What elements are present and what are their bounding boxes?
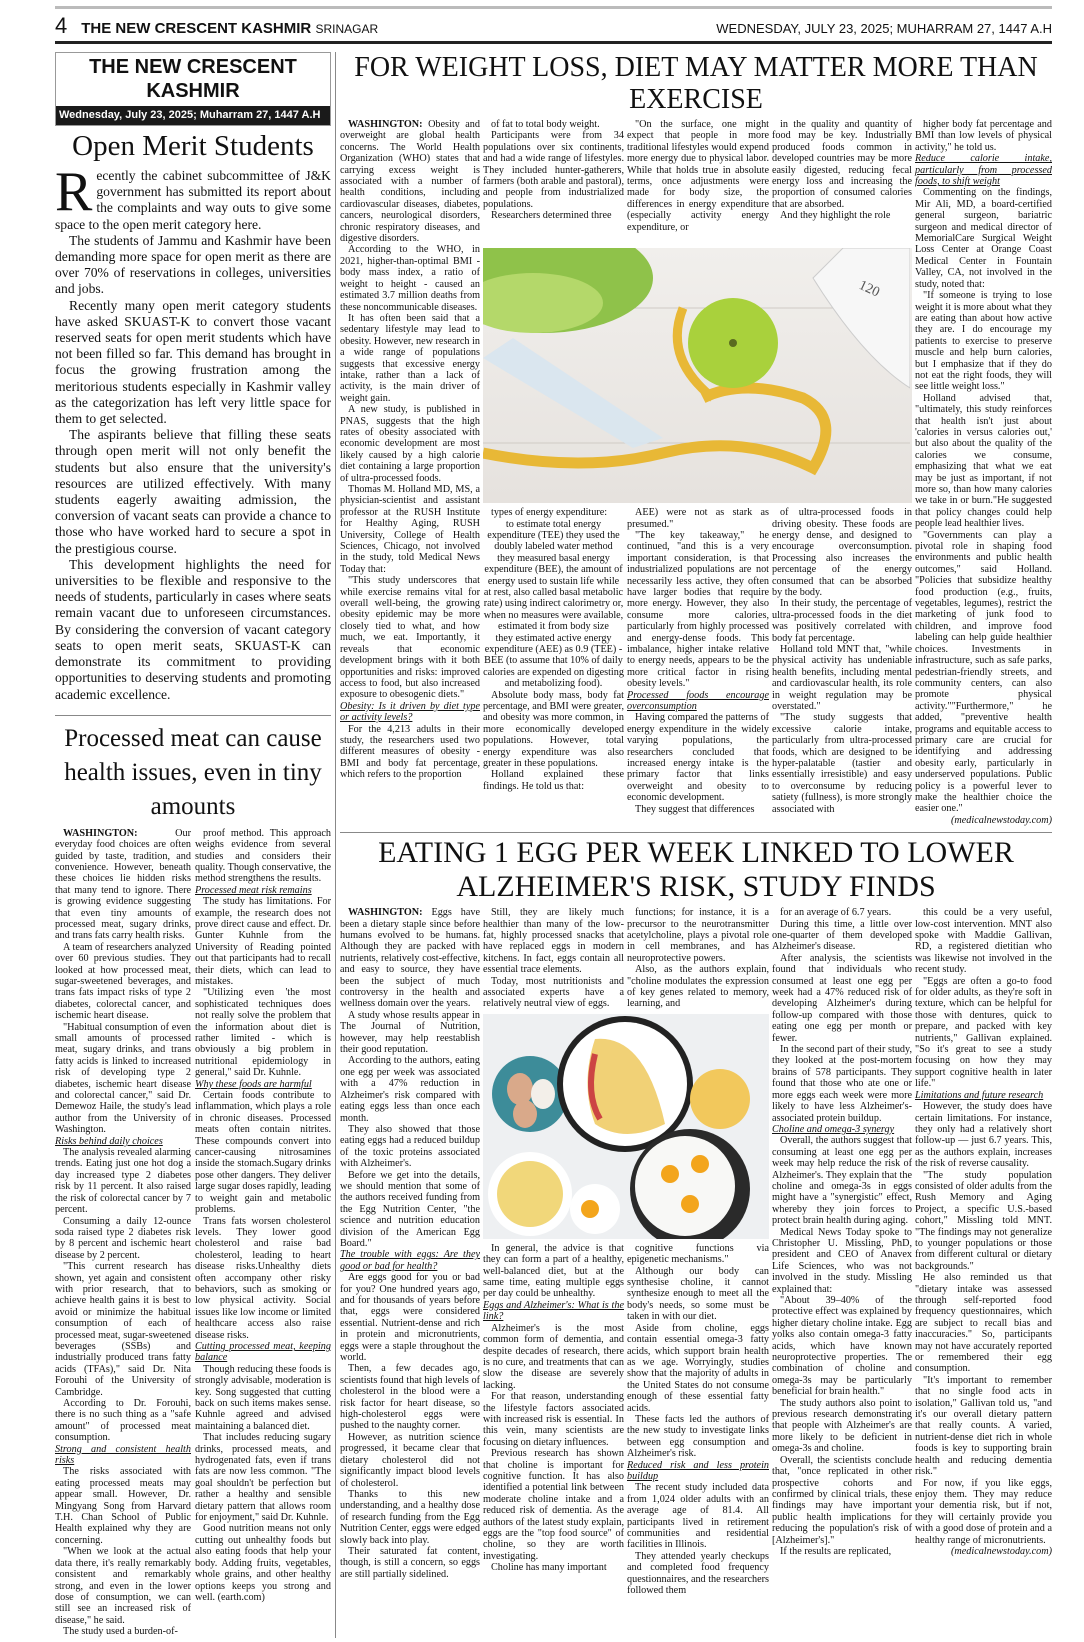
subheading — [915, 1090, 1052, 1101]
paragraph — [915, 1101, 1052, 1169]
paragraph — [483, 690, 624, 770]
paragraph — [55, 161, 331, 233]
paragraph-text: proof method. This approach weighs evidence from several studies and considers their quality. Though conservative, the method strengthens the results. — [195, 827, 331, 885]
paragraph — [627, 804, 769, 815]
subheading — [55, 1136, 191, 1147]
paragraph-text: A team of researchers analyzed over 60 previous studies. They looked at how processed meat, sugar-sweetened beverages, and trans fats impact risks of type 2 diabetes, colorectal cancer, and ischemic heart disease. — [55, 941, 191, 1022]
paragraph-text: "It's important to remember that no single food acts in isolation," Gallivan told us, "and it's our overall dietary pattern that really counts. A varied, nutrient-dense diet rich in whole foods is key to supporting brain health and reducing dementia risk." — [915, 1374, 1052, 1478]
paragraph — [340, 907, 480, 1010]
paragraph — [483, 1448, 624, 1562]
paragraph — [627, 964, 769, 1010]
paragraph — [195, 896, 331, 987]
measuring-tape — [483, 388, 826, 468]
paragraph-text: "The study population consisted of older adults from the Rush Memory and Aging Project, a specific U.S.-based cohort," Missling told MNT. "The findings may not generalize to younger populations or those from different cultural or dietary backgrounds." — [915, 1169, 1052, 1272]
paragraph — [55, 1546, 191, 1626]
paragraph — [772, 1546, 912, 1557]
paragraph — [195, 828, 331, 885]
paragraph — [772, 1227, 912, 1295]
paragraph — [55, 1022, 191, 1136]
paragraph — [483, 519, 624, 553]
article-column — [627, 1243, 769, 1597]
paragraph — [627, 1323, 769, 1414]
paragraph-text: Good nutrition means not only cutting out unhealthy foods but also eating foods that help your body. Adding fruits, vegetables, whole grains, and other healthy options keeps you strong and well. (earth.com) — [195, 1523, 331, 1603]
paragraph — [483, 907, 624, 975]
paragraph — [915, 393, 1052, 530]
paragraph-text: "The key takeaway," he continued, "and this is a very important consideration, is that industrialized populations are not necessarily less active, they often have larger bodies that require more energy. However, they also consume more calories, particularly from highly processed and energy-dense foods. This imbalance, higher intake relative to energy needs, appears to be the more critical factor in rising obesity levels." — [627, 529, 769, 690]
paragraph-text: Reduced risk and less protein buildup — [627, 1459, 769, 1482]
paragraph-text: Medical News Today spoke to Christopher U. Missling, PhD, president and CEO of Anavex Life Sciences, who was not involved in the study. Missling explained that: — [772, 1226, 912, 1295]
paragraph — [772, 1455, 912, 1546]
paragraph-text: Limitations and future research — [915, 1089, 1044, 1101]
editorial-title: Open Merit Students — [72, 130, 314, 162]
left-sidebar — [55, 52, 331, 1638]
paragraph-text: The analysis revealed alarming trends. Eating just one hot dog a day increased type 2 diabetes risk by 11 percent. It also raised the risk of colorectal cancer by 7 percent. — [55, 1147, 191, 1216]
paragraph — [483, 976, 624, 1010]
paragraph-text: Certain foods contribute to inflammation, which plays a role in chronic diseases. Processed meats often contain nitrites. These compounds convert into cancer-causing nitrosamines inside the stomach.Sugary drinks pose other dangers. They deliver large sugar doses rapidly, leading to weight gain and metabolic problems. — [195, 1090, 331, 1216]
paragraph — [483, 507, 624, 518]
paragraph-text: After analysis, the scientists found that individuals who consumed at least one egg per week had a 47% reduced risk of developing Alzheimer's during follow-up compared with those eating one egg per month or fewer. — [772, 952, 912, 1044]
egg-article — [340, 907, 1052, 1596]
paragraph-text: In their study, the percentage of ultra-processed foods in the diet was positively correlated with body fat percentage. — [772, 598, 912, 644]
paragraph-text: For the 4,213 adults in their study, the researchers used two different measures of obesity - BMI and body fat percentage, which refers to the proportion — [340, 723, 480, 781]
paragraph — [915, 530, 1052, 815]
paragraph — [55, 1398, 191, 1444]
paragraph — [340, 1272, 480, 1363]
paragraph — [627, 1551, 769, 1597]
paragraph — [483, 1562, 624, 1573]
paragraph — [195, 1432, 331, 1523]
subheading — [55, 1444, 191, 1467]
apple-tape-scale-illustration — [483, 248, 910, 503]
paragraph — [55, 233, 331, 298]
paragraph-text: Today, most nutritionists and associated experts have a relatively neutral view of eggs. — [483, 975, 624, 1010]
paragraph-text: The study has limitations. For example, the research does not prove direct cause and effect. Dr. Gunter Kuhnle from the University of Reading pointed out that participants had to recall their diets, which can lead to mistakes. — [195, 896, 331, 987]
masthead-name: THE NEW CRESCENT KASHMIR — [89, 56, 297, 102]
paragraph — [915, 1375, 1052, 1478]
source-credit — [915, 815, 1052, 826]
paragraph — [772, 907, 912, 918]
paragraph — [340, 1170, 480, 1250]
paragraph — [483, 1243, 624, 1300]
paragraph-text: "Eggs are often a go-to food for older adults, as they're soft in texture, which can be helpful for those with dentures, quick to prepare, and packed with key nutrients," Gallivan explained. "So it's great to see a study focusing on how they may support cognitive health in later life." — [915, 975, 1052, 1090]
paragraph-text: Thomas M. Holland MD, MS, a physician-scientist and assistant professor at the RUSH Institute for Healthy Aging, RUSH University, College of Health Sciences, Chicago, not involved in the study, told Medical News Today that: — [340, 484, 480, 575]
weight-loss-article — [340, 119, 1052, 826]
paragraph — [915, 907, 1052, 975]
article-column — [195, 828, 331, 1638]
paragraph — [627, 530, 769, 690]
paragraph-text: (medicalnewstoday.com) — [951, 814, 1052, 826]
paragraph — [340, 724, 480, 781]
paragraph — [195, 1216, 331, 1341]
paragraph — [195, 1090, 331, 1215]
paragraph-text: Why these foods are harmful — [195, 1078, 312, 1090]
paragraph-text: Before we get into the details, we should mention that some of the authors received funding from the Egg Nutrition Center, "the science and nutrition education division of the American Egg Board." — [340, 1169, 480, 1249]
subheading — [483, 1300, 624, 1323]
paragraph — [340, 484, 480, 575]
paragraph-text: In the second part of their study, they looked at the post-mortem brains of 578 participants. They found that those who ate one or more eggs each week were more likely to have less Alzheimer's-associated protein buildup. — [772, 1044, 912, 1124]
paragraph-text: Trans fats worsen cholesterol levels. They lower good cholesterol and raise bad cholesterol, leading to heart disease risks.Unhealthy diets often accompany other risky behaviors, such as smoking or low physical activity. Social issues like low income or limited healthcare access also raise disease risks. — [195, 1215, 331, 1341]
paragraph-text: And they highlight the role — [780, 210, 891, 222]
paragraph — [772, 1044, 912, 1124]
page-number: 4 — [55, 13, 68, 38]
paragraph-text: Then, a few decades ago, scientists found that high levels of cholesterol in the blood were a risk factor for heart disease, so high-cholesterol eggs were pushed to the naughty corner. — [340, 1363, 480, 1432]
main-articles — [340, 52, 1052, 1596]
article-column — [915, 907, 1052, 1596]
paragraph-text: Recently many open merit category students have asked SKUAST-K to convert those vacant reserved seats for open merit students which have not been filled so far. This demand has brought in focus the growing frustration among the meritorious students especially in Kashmir valley as the categorization has left very little space for them to get selected. — [55, 297, 331, 427]
paragraph — [772, 598, 912, 644]
paragraph — [483, 1391, 624, 1448]
paragraph-text: Consuming a daily 12-ounce soda raised type 2 diabetes risk by 8 percent and ischemic heart disease by 2 percent. — [55, 1215, 191, 1261]
page-body — [55, 52, 1052, 1638]
paragraph-text: "When we look at the actual data there, it's really remarkably consistent and remarkably strong, and even in the lower dose of consumption, we can still see an increased risk of disease," he said. — [55, 1546, 191, 1626]
paragraph-text: According to Dr. Forouhi, there is no such thing as a "safe amount" of processed meat consumption. — [55, 1398, 191, 1444]
paragraph-text: Choline has many important — [491, 1562, 607, 1574]
paragraph-text: These facts led the authors of the new study to investigate links between egg consumption and Alzheimer's risk. — [627, 1413, 769, 1460]
subheading — [195, 1341, 331, 1364]
paragraph — [483, 210, 624, 221]
paragraph-text: Holland explained these findings. He told us that: — [483, 769, 624, 792]
subheading — [915, 153, 1052, 187]
subheading — [627, 690, 769, 713]
page-header — [55, 9, 1052, 41]
editorial-body — [55, 161, 331, 703]
paragraph-text: Previous research has shown that choline is important for cognitive function. It has also identified a potential link between moderate choline intake and a reduced risk of dementia. As the authors of the latest study explain, eggs are the "top food source" of choline, so they are worth investigating. — [483, 1448, 624, 1562]
paragraph-text: "Governments can play a pivotal role in shaping food environments and public health outcomes," said Holland. "Policies that subsidize healthy food production (e.g., fruits, vegetables, legumes), restrict the marketing of junk food to children, and improve food labeling can help guide healthier choices. Investments in infrastructure, such as safe parks, pedestrian-friendly streets, and community centers, can also promote physical activity.""Furthermore," he added, "preventive health programs and equitable access to primary care are crucial for identifying and addressing obesity early, particularly in underserved populations. Public policy is a powerful lever to make the healthier choice the easier one." — [915, 529, 1052, 815]
paragraph-text: "If someone is trying to lose weight it is more about what they are eating than about how active they are. I do encourage my patients to exercise to preserve muscle and help burn calories, but I emphasize that if they do not eat the right foods, they will see little weight loss." — [915, 290, 1052, 393]
paragraph — [772, 1135, 912, 1226]
paragraph-text: Absolute body mass, body fat percentage, and BMI were greater, and obesity was more common, in more economically developed populations. However, total energy expenditure was also greater in these populations. — [483, 689, 625, 770]
paragraph — [915, 119, 1052, 153]
paragraph-text: Processed foods encourage overconsumption — [627, 689, 769, 713]
paragraph-text: During this time, a little over one-quarter of them developed Alzheimer's disease. — [772, 918, 912, 953]
paragraph — [340, 575, 480, 700]
paragraph — [483, 553, 624, 633]
article-column — [483, 507, 624, 826]
paragraph-text: higher body fat percentage and BMI than low levels of physical activity," he told us. — [915, 119, 1052, 153]
yolk-bowl — [690, 1069, 750, 1129]
paragraph-text: This development highlights the need for universities to be flexible and responsive to the needs of students, particularly in cases where seats remain vacant due to unforeseen circumstances. By considering the conversion of vacant category seats to open merit seats, SKUAST-K can demonstrate its commitment to providing opportunities to deserving students and promoting academic excellence. — [55, 556, 331, 702]
paragraph — [195, 1364, 331, 1432]
egg-headline: EATING 1 EGG PER WEEK LINKED TO LOWER ALZHEIMER'S RISK, STUDY FINDS — [378, 836, 1014, 904]
paragraph — [915, 976, 1052, 1090]
subheading — [340, 701, 480, 724]
paragraph — [55, 942, 191, 1022]
paragraph-text: Eggs have been a dietary staple since before humans evolved to be humans. Although they are packed with nutrients, relatively cost-effective, and easy to source, they have been the subject of much controversy in the health and wellness domain over the years. — [340, 907, 480, 1010]
paragraph — [915, 290, 1052, 393]
paragraph-text: Researchers determined three — [491, 210, 612, 222]
paragraph-text: It has often been said that a sedentary lifestyle may lead to obesity. However, new research in a wide range of populations suggests that excessive energy intake, rather than a lack of activity, is the main driver of weight gain. — [340, 312, 480, 404]
paragraph-text: (medicalnewstoday.com) — [951, 1545, 1052, 1557]
paragraph — [627, 507, 769, 530]
paragraph — [915, 187, 1052, 290]
paragraph — [772, 1295, 912, 1398]
paragraph-text: Although our body can synthesise choline, it cannot synthesize enough to meet all the body's needs, so some must be taken in with our diet. — [627, 1265, 769, 1323]
scale-label: 120 — [856, 278, 882, 301]
article-separator — [340, 832, 1052, 833]
paragraph-text: "This current research has shown, yet again and consistent with prior research, that to achieve health gains it is best to avoid or minimize the habitual consumption of each of processed meat, sugar-sweetened beverages (SSBs) and industrially produced trans fatty acids (TFAs)," said Dr. Nita Forouhi of the University of Cambridge. — [55, 1261, 191, 1398]
paragraph-text: Participants were from 34 populations over six continents, and had a wide range of lifestyles. They included hunter-gatherers, farmers (both arable and pastoral), and people from industrialized populations. — [483, 130, 624, 210]
paragraph-text: they measured basal energy expenditure (BEE), the amount of energy used to sustain life while at rest, also called basal metabolic rate) using indirect calorimetry or, when no measures were available, estimated it from body size — [483, 552, 624, 633]
paragraph — [340, 1546, 480, 1580]
paragraph-text: ecently the cabinet subcommittee of J&K government has submitted its report about the complaints and way outs to give some space to the open merit category here. — [55, 168, 331, 232]
article-column — [772, 507, 912, 826]
paragraph — [915, 1478, 1052, 1546]
article-column — [915, 119, 1052, 826]
paragraph-text: Their saturated fat content, though, is still a concern, so eggs are still partially sidelined. — [340, 1545, 480, 1580]
paragraph-text: "On the surface, one might expect that people in more traditional lifestyles would expend more energy due to physical labor. While that holds true in absolute terms, once adjustments were made for body size, the differences in energy expenditure (especially activity energy expenditure, or — [627, 119, 769, 233]
paragraph — [340, 1432, 480, 1489]
paragraph-text: Still, they are likely much healthier than many of the low-fat, highly processed snacks that have replaced eggs in modern kitchens. In fact, eggs contain all essential trace elements. — [483, 907, 624, 976]
egg-dishes-illustration — [483, 1014, 769, 1239]
subheading — [195, 1079, 331, 1090]
city: SRINAGAR — [315, 22, 379, 36]
article-column — [483, 907, 624, 1010]
paper-title: THE NEW CRESCENT KASHMIR — [81, 20, 312, 37]
article-column — [340, 907, 480, 1596]
paragraph-text: of fat to total body weight. — [491, 119, 600, 130]
article-column — [340, 119, 480, 826]
subheading — [340, 1249, 480, 1272]
paragraph — [627, 1266, 769, 1323]
paragraph — [772, 210, 912, 221]
paragraph-text: for an average of 6.7 years. — [780, 907, 892, 919]
paragraph-text: The aspirants believe that filling these seats through open merit will not only benefit the students but also ensure that the university's resources are utilized effectively. With many students eagerly awaiting admission, the conversion of vacant seats can provide a chance to those who have worked hard to secure a spot in the prestigious course. — [55, 427, 331, 556]
paragraph-text: They attended yearly checkups and completed food frequency questionnaires, and the researchers followed them — [627, 1550, 769, 1597]
processed-meat-columns — [55, 828, 331, 1638]
paragraph-text: "The study suggests that excessive calorie intake, particularly from ultra-processed foods, which are designed to be hyper-palatable (tastier and essentially irresistible) and easy to overconsume by reducing satiety (fullness), is more strongly associated with — [772, 712, 912, 815]
masthead-date: Wednesday, July 23, 2025; Muharram 27, 1447 A.H — [56, 106, 330, 125]
paragraph — [55, 427, 331, 557]
paragraph-text: Commenting on the findings, Mir Ali, MD, a board-certified general surgeon, bariatric surgeon and medical director of MemorialCare Surgical Weight Loss Center at Orange Coast Medical Center in Fountain Valley, CA, not involved in the study, noted that: — [915, 187, 1052, 290]
paragraph — [627, 119, 769, 233]
paragraph-text: He also reminded us that "dietary intake was assessed through self-reported food frequency questionnaires, which are subject to recall bias and inaccuracies." So, participants may not have accurately reported or remembered their egg consumption. — [915, 1272, 1052, 1375]
paragraph — [340, 244, 480, 312]
article-column — [627, 119, 769, 244]
article-column — [627, 507, 769, 826]
paragraph — [55, 1261, 191, 1398]
paragraph-text: cognitive functions via epigenetic mechanisms." — [627, 1242, 769, 1266]
paragraph — [772, 919, 912, 953]
paragraph-text: in the quality and quantity of food may be key. Industrially produced foods common in developed countries may be more easily digested, reducing fecal energy loss and increasing the proportion of consumed calories that are absorbed. — [772, 119, 912, 210]
article-column — [483, 1243, 624, 1597]
paragraph-text: For that reason, understanding the lifestyle factors associated with increased risk is essential. In this vein, many scientists are focusing on dietary influences. — [483, 1391, 624, 1448]
paragraph-text: "Utilizing even 'the most sophisticated techniques does not really solve the problem that the information about diet is rather limited - which is obviously a big problem in nutritional epidemiology in general," said Dr. Kuhnle. — [195, 987, 331, 1079]
paragraph-text: They also showed that those eating eggs had a reduced buildup of the toxic proteins associated with Alzheimer's. — [340, 1123, 480, 1170]
weighing-scale — [813, 248, 910, 388]
paragraph-text: Obesity: Is it driven by diet type or activity levels? — [340, 700, 480, 724]
paragraph-text: types of energy expenditure: — [491, 507, 608, 519]
paragraph — [627, 1414, 769, 1460]
paragraph-text: Also, as the authors explain, "choline modulates the expression of key genes related to memory, learning, and — [627, 964, 769, 1010]
processed-meat-headline: Processed meat can cause health issues, even in tiny amounts — [55, 715, 331, 824]
paragraph-text: Holland advised that, "ultimately, this study reinforces that health isn't just about 'calories in versus calories out,' but also about the quality of the calories we consume, emphasizing that what we eat may be just as important, if not more so, than how many calories we take in or burn."He suggested that policy changes could help people lead healthier lives. — [915, 392, 1052, 530]
paragraph — [627, 907, 769, 964]
paragraph-text: Holland told MNT that, "while physical activity has undeniable health benefits, including mental and cardiovascular health, its role in weight regulation may be overstated." — [772, 644, 912, 713]
column-divider — [335, 52, 336, 1638]
paragraph-text: Cutting processed meat, keeping balance — [195, 1340, 331, 1364]
paragraph — [772, 953, 912, 1044]
dateline: WASHINGTON: — [63, 827, 138, 839]
paragraph — [627, 712, 769, 803]
paragraph-text: of ultra-processed foods in driving obesity. These foods are energy dense, and designed to encourage overconsumption. Processing also increases the percentage of the energy consumed that can be absorbed by the body. — [772, 507, 912, 598]
paragraph-text: The study used a burden-of- — [63, 1626, 178, 1638]
paragraph-text: Overall, the scientists conclude that, "once replicated in other prospective cohorts and confirmed by clinical trials, these findings may have important public health implications for reducing the population's risk of [Alzheimer's]." — [772, 1454, 912, 1546]
paragraph — [772, 712, 912, 815]
paragraph — [340, 119, 480, 244]
subheading — [772, 1124, 912, 1135]
paragraph — [483, 1323, 624, 1391]
paragraph — [340, 1124, 480, 1170]
paragraph-text: Thanks to this new understanding, and a healthy dose of research funding from the Egg Nutrition Center, eggs were edged slowly back into play. — [340, 1488, 480, 1546]
header-rule — [55, 41, 1052, 44]
article-column — [627, 907, 769, 1010]
paragraph-text: According to the WHO, in 2021, higher-than-optimal BMI - body mass index, a ratio of weight to height - caused an estimated 3.7 million deaths from these noncommunicable diseases. — [340, 244, 480, 313]
paragraph — [483, 769, 624, 792]
paragraph-text: Aside from choline, eggs contain essential omega-3 fatty acids, which support brain health as we age. Worryingly, studies show that the majority of adults in the United States do not consume enough of these essential fatty acids. — [627, 1322, 769, 1414]
paragraph — [55, 1466, 191, 1546]
paragraph-text: Eggs and Alzheimer's: What is the link? — [483, 1299, 624, 1323]
page-date: WEDNESDAY, JULY 23, 2025; MUHARRAM 27, 1447 A.H — [716, 21, 1052, 36]
paragraph-text: to estimate total energy expenditure (TEE) they used the doubly labeled water method — [487, 518, 620, 553]
paragraph-text: AEE) were not as stark as presumed." — [627, 507, 769, 530]
paragraph-text: Reduce calorie intake, particularly from processed foods, to shift weight — [915, 153, 1052, 188]
paragraph — [483, 633, 624, 690]
paragraph — [340, 313, 480, 404]
paragraph-text: For now, if you like eggs, enjoy them. They may reduce your dementia risk, but if not, they will certainly provide you with a good dose of protein and a healthy range of micronutrients. — [915, 1477, 1052, 1546]
article-column — [483, 119, 624, 244]
paragraph-text: Strong and consistent health risks — [55, 1443, 191, 1467]
source-credit — [915, 1546, 1052, 1557]
paragraph-text: they estimated active energy expenditure (AEE) as 0.9 (TEE) - BEE (to assume that 10% of daily calories are expended on digesting and metabolizing food). — [483, 632, 624, 690]
paragraph — [772, 1398, 912, 1455]
paragraph — [340, 1363, 480, 1431]
subheading — [627, 1460, 769, 1483]
paragraph-text: The students of Jammu and Kashmir have been demanding more space for open merit as there are over 70% of reservations in colleges, universities and jobs. — [55, 232, 331, 297]
paragraph-text: Though reducing these foods is strongly advisable, moderation is key. Song suggested that cutting back on such items makes sense. Kuhnle agreed and advised maintaining a balanced diet. — [195, 1363, 331, 1432]
paragraph — [915, 1272, 1052, 1375]
paragraph — [627, 1243, 769, 1266]
dateline: WASHINGTON: — [348, 119, 423, 130]
water-bottle — [483, 338, 663, 448]
paragraph — [340, 1489, 480, 1546]
paragraph-text: The study authors also point to previous research demonstrating that people with Alzheimer's are more likely to be deficient in omega-3s and choline. — [772, 1397, 912, 1455]
paragraph-text: this could be a very useful, low-cost intervention. MNT also spoke with Maddie Gallivan, RD, a registered dietitian who was likewise not involved in the recent study. — [915, 907, 1052, 976]
paragraph-text: The recent study included data from 1,024 older adults with an average age of 81.4. All participants lived in retirement communities and residential facilities in Illinois. — [627, 1482, 769, 1551]
article-column — [772, 119, 912, 244]
paragraph — [627, 1482, 769, 1550]
paragraph-text: Overall, the authors suggest that consuming at least one egg per week may help reduce the risk of Alzheimer's. They explain that the choline and omega-3s in eggs might have a "synergistic" effect, whereby they join forces to protect brain health during aging. — [772, 1135, 912, 1227]
paragraph — [55, 1626, 191, 1637]
paragraph-text: That includes reducing sugary drinks, processed meats, and hydrogenated fats, even if trans fats are now less common. "The goal shouldn't be perfection but rather a healthy and sensible dietary pattern that allows room for enjoyment," said Dr. Kuhnle. — [195, 1432, 331, 1524]
paragraph-text: "Habitual consumption of even small amounts of processed meat, sugary drinks, and trans fatty acids is linked to increased risk of developing type 2 diabetes, ischemic heart disease and colorectal cancer," said Dr. Demewoz Haile, the study's lead author from the University of Washington. — [55, 1021, 191, 1136]
paragraph — [195, 1523, 331, 1603]
paragraph-text: However, the study does have certain limitations. For instance, they only had a relatively short follow-up — just 6.7 years. This, as the authors explain, increases the risk of reverse causality. — [915, 1101, 1052, 1170]
paragraph — [772, 644, 912, 712]
paragraph-text: However, as nutrition science progressed, it became clear that dietary cholesterol did not significantly impact blood levels of cholesterol. — [340, 1431, 480, 1489]
paragraph-text: "This study underscores that while exercise remains vital for overall well-being, the growing obesity epidemic may be more closely tied to what, and how much, we eat. Importantly, it reveals that economic development brings with it both opportunities and risks: improved access to food, but also increased exposure to obesogenic diets." — [340, 575, 480, 701]
paragraph — [772, 507, 912, 598]
paragraph-text: A study whose results appear in The Journal of Nutrition, however, may help reestablish their good reputation. — [340, 1009, 480, 1056]
paragraph-text: functions; for instance, it is a precursor to the neurotransmitter acetylcholine, plays a pivotal role in cell membranes, and has neuroprotective powers. — [627, 907, 769, 964]
paragraph — [55, 1216, 191, 1262]
paragraph-text: "About 39–40% of the protective effect was explained by higher dietary choline intake. Egg yolks also contain omega-3 fatty acids, which have known neuroprotective properties. The combination of choline and omega-3s may be particularly beneficial for brain health." — [772, 1295, 912, 1398]
paragraph-text: In general, the advice is that they can form a part of a healthy, well-balanced diet, but at the same time, eating multiple eggs per day could be unhealthy. — [483, 1242, 624, 1300]
weight-loss-headline: FOR WEIGHT LOSS, DIET MAY MATTER MORE THAN EXERCISE — [354, 52, 1038, 115]
paragraph-text: The trouble with eggs: Are they good or bad for health? — [340, 1249, 480, 1272]
paragraph — [772, 119, 912, 210]
egg-photo — [483, 1014, 769, 1239]
paragraph-text: They suggest that differences — [635, 803, 755, 815]
paragraph-text: Our everyday food choices are often guided by taste, tradition, and convenience. However, beneath these choices lie hidden risks that many tend to ignore. There is growing evidence suggesting that even tiny amounts of processed meat, sugary drinks, and trans fats carry health risks. — [55, 827, 191, 942]
header-left — [55, 13, 378, 39]
paragraph-text: Alzheimer's is the most common form of dementia, and despite decades of research, there is no cure, and treatments that can slow the disease are severely lacking. — [483, 1322, 624, 1391]
paragraph — [55, 557, 331, 703]
paragraph — [55, 298, 331, 428]
dateline: WASHINGTON: — [348, 907, 423, 919]
paragraph-text: Risks behind daily choices — [55, 1135, 163, 1147]
paragraph — [55, 828, 191, 942]
paragraph — [340, 1010, 480, 1056]
subheading — [195, 885, 331, 896]
paragraph-text: Are eggs good for you or bad for you? One hundred years ago, and for thousands of years before that, eggs were considered essential. Nutrient-dense and rich in protein and micronutrients, eggs were a staple throughout the world. — [340, 1272, 480, 1364]
paragraph — [340, 1055, 480, 1123]
paragraph-text: Having compared the patterns of energy expenditure in the widely varying populations, the researchers concluded that increased energy intake is the primary factor that links overweight and obesity to economic development. — [627, 712, 769, 804]
paragraph — [915, 1170, 1052, 1273]
paragraph — [340, 404, 480, 484]
masthead — [55, 52, 331, 126]
paragraph — [195, 987, 331, 1078]
paragraph — [483, 130, 624, 210]
paragraph-text: The risks associated with eating processed meats may appear small. However, Dr. Mingyang Song from Harvard T.H. Chan School of Public Health explained why they are concerning. — [55, 1466, 191, 1546]
drop-cap: R — [55, 161, 93, 223]
paragraph-text: A new study, is published in PNAS, suggests that the high rates of obesity associated with economic development are most likely caused by a high calorie diet containing a large proportion of ultra-processed foods. — [340, 404, 480, 484]
article-column — [55, 828, 191, 1638]
paragraph-text: If the results are replicated, — [780, 1545, 892, 1557]
paragraph-text: Processed meat risk remains — [195, 884, 312, 896]
article-column — [772, 907, 912, 1596]
paragraph-text: According to the authors, eating one egg per week was associated with a 47% reduction in Alzheimer's risk compared with eating eggs less than once each month. — [340, 1055, 480, 1124]
paragraph — [55, 1147, 191, 1215]
paragraph-text: Choline and omega-3 synergy — [772, 1123, 895, 1135]
paragraph — [483, 119, 624, 130]
paragraph-text: Obesity and overweight are global health concerns. The World Health Organization (WHO) states that carrying excess weight is associated with a number of health conditions, including cardiovascular diseases, diabetes, cancers, neurological disorders, chronic respiratory diseases, and digestive disorders. — [340, 119, 480, 245]
weight-loss-photo — [483, 248, 912, 503]
paper-name — [81, 20, 378, 37]
